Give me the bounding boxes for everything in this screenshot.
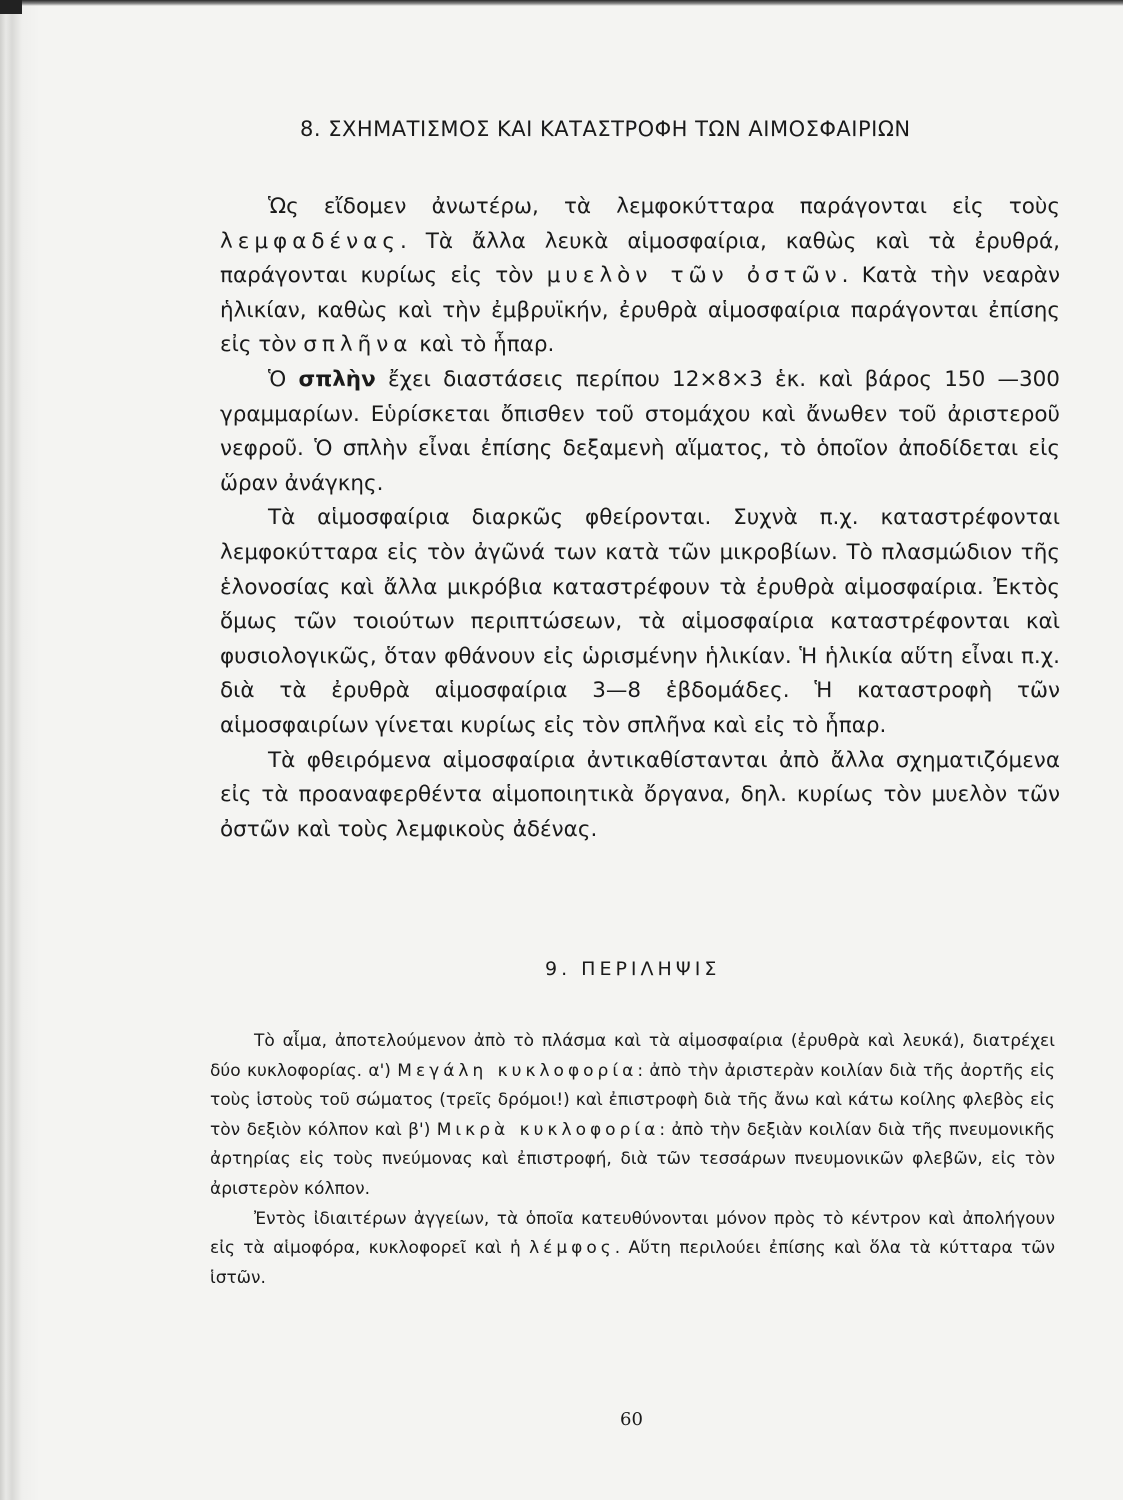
text-run: : ἀπὸ τὴν δεξιὰν κοιλίαν διὰ τῆς πνευμονικῆς ἀρτηρίας εἰς τοὺς πνεύμονας καὶ ἐπιστροφή, διὰ τῶν τεσσάρων πνευμονικῶν φλεβῶν, εἰς τὸν ἀριστερὸν κόλπον. xyxy=(210,1119,1055,1199)
section-heading: 8. ΣΧΗΜΑΤΙΣΜΟΣ ΚΑΙ ΚΑΤΑΣΤΡΟΦΗ ΤΩΝ ΑΙΜΟΣΦΑΙΡΙΩΝ xyxy=(300,117,911,141)
summary-paragraph-2 xyxy=(210,1205,1055,1294)
page-number: 60 xyxy=(620,1409,643,1430)
text-run: Τὸ αἷμα, ἀποτελούμενον ἀπὸ τὸ πλάσμα καὶ τὰ αἱμοσφαίρια (ἐρυθρὰ καὶ λευκά), διατρέχει δύο κυκλοφορίας. α') xyxy=(210,1031,1055,1081)
summary-paragraph-1 xyxy=(210,1027,1055,1205)
emphasis-lymph: λέμφος xyxy=(529,1238,615,1259)
text-run: : ἀπὸ τὴν ἀριστερὰν κοιλίαν διὰ τῆς ἀορτῆς εἰς τοὺς ἱστοὺς τοῦ σώματος (τρεῖς δρόμοι!) καὶ ἐπιστροφὴ διὰ τῆς ἄνω καὶ κάτω κοίλης φλεβὸς εἰς τὸν δεξιὸν κόλπον καὶ β') xyxy=(210,1060,1055,1140)
emphasis-systemic-circulation: Μεγάλη κυκλοφορία xyxy=(397,1060,638,1081)
text-run: Ὡς εἴδομεν ἀνωτέρω, τὰ λεμφοκύτταρα παράγονται εἰς τοὺς xyxy=(268,194,1060,219)
book-page xyxy=(210,0,1070,1500)
emphasis-bone-marrow: μυελὸν τῶν ὀστῶν xyxy=(546,263,842,289)
scan-corner-mark xyxy=(0,0,22,14)
summary-body xyxy=(210,1027,1055,1293)
text-run: ἔχει διαστάσεις περίπου 12×8×3 ἑκ. καὶ βάρος 150 —300 γραμμαρίων. Εὑρίσκεται ὄπισθεν τοῦ στομάχου καὶ ἄνωθεν τοῦ ἀριστεροῦ νεφροῦ. Ὁ σπλὴν εἶναι ἐπίσης δεξαμενὴ αἵματος, τὸ ὁποῖον ἀποδίδεται εἰς ὥραν ἀνάγκης. xyxy=(220,366,1060,496)
text-run: καὶ τὸ ἧπαρ. xyxy=(412,332,555,358)
bold-term-spleen: σπλὴν xyxy=(298,366,376,392)
text-run: Ἐντὸς ἰδιαιτέρων ἀγγείων, τὰ ὁποῖα κατευθύνονται μόνον πρὸς τὸ κέντρον καὶ ἀπολήγουν εἰς τὰ αἱμοφόρα, κυκλοφορεῖ καὶ ἡ xyxy=(210,1208,1055,1259)
paragraph-3: Τὰ αἱμοσφαίρια διαρκῶς φθείρονται. Συχνὰ π.χ. καταστρέφονται λεμφοκύτταρα εἰς τὸν ἀγῶνά των κατὰ τῶν μικροβίων. Τὸ πλασμώδιον τῆς ἑλονοσίας καὶ ἄλλα μικρόβια καταστρέφουν τὰ ἐρυθρὰ αἱμοσφαίρια. Ἐκτὸς ὅμως τῶν τοιούτων περιπτώσεων, τὰ αἱμοσφαίρια καταστρέφονται καὶ φυσιολογικῶς, ὅταν φθάνουν εἰς ὡρισμένην ἡλικίαν. Ἡ ἡλικία αὕτη εἶναι π.χ. διὰ τὰ ἐρυθρὰ αἱμοσφαίρια 3—8 ἑβδομάδες. Ἡ καταστροφὴ τῶν αἱμοσφαιρίων γίνεται κυρίως εἰς τὸν σπλῆνα καὶ εἰς τὸ ἧπαρ. xyxy=(220,505,1060,738)
scan-page-edge xyxy=(0,0,40,1500)
text-run: . Αὕτη περιλούει ἐπίσης καὶ ὅλα τὰ κύτταρα τῶν ἱστῶν. xyxy=(210,1238,1055,1288)
text-run: Ὁ xyxy=(268,366,299,392)
section-body xyxy=(220,190,1060,847)
emphasis-spleen: σπλῆνα xyxy=(303,332,413,358)
emphasis-pulmonary-circulation: Μικρὰ κυκλοφορία xyxy=(436,1119,660,1140)
text-run: . Κατὰ τὴν νεαρὰν ἡλικίαν, καθὼς καὶ τὴν ἐμβρυϊκήν, ἐρυθρὰ αἱμοσφαίρια παράγονται ἐπίσης εἰς τὸν xyxy=(220,263,1060,358)
emphasis-lymph-nodes: λεμφαδένας xyxy=(220,228,400,254)
paragraph-4: Τὰ φθειρόμενα αἱμοσφαίρια ἀντικαθίστανται ἀπὸ ἄλλα σχηματιζόμενα εἰς τὰ προαναφερθέντα αἱμοποιητικὰ ὄργανα, δηλ. κυρίως τὸν μυελὸν τῶν ὀστῶν καὶ τοὺς λεμφικοὺς ἀδένας. xyxy=(220,747,1060,842)
text-run: . Τὰ ἄλλα λευκὰ αἱμοσφαίρια, καθὼς καὶ τὰ ἐρυθρά, παράγονται κυρίως εἰς τὸν xyxy=(220,228,1060,289)
summary-heading: 9. ΠΕΡΙΛΗΨΙΣ xyxy=(545,958,721,980)
paragraph-2 xyxy=(220,363,1060,501)
paragraph-1 xyxy=(220,190,1060,363)
